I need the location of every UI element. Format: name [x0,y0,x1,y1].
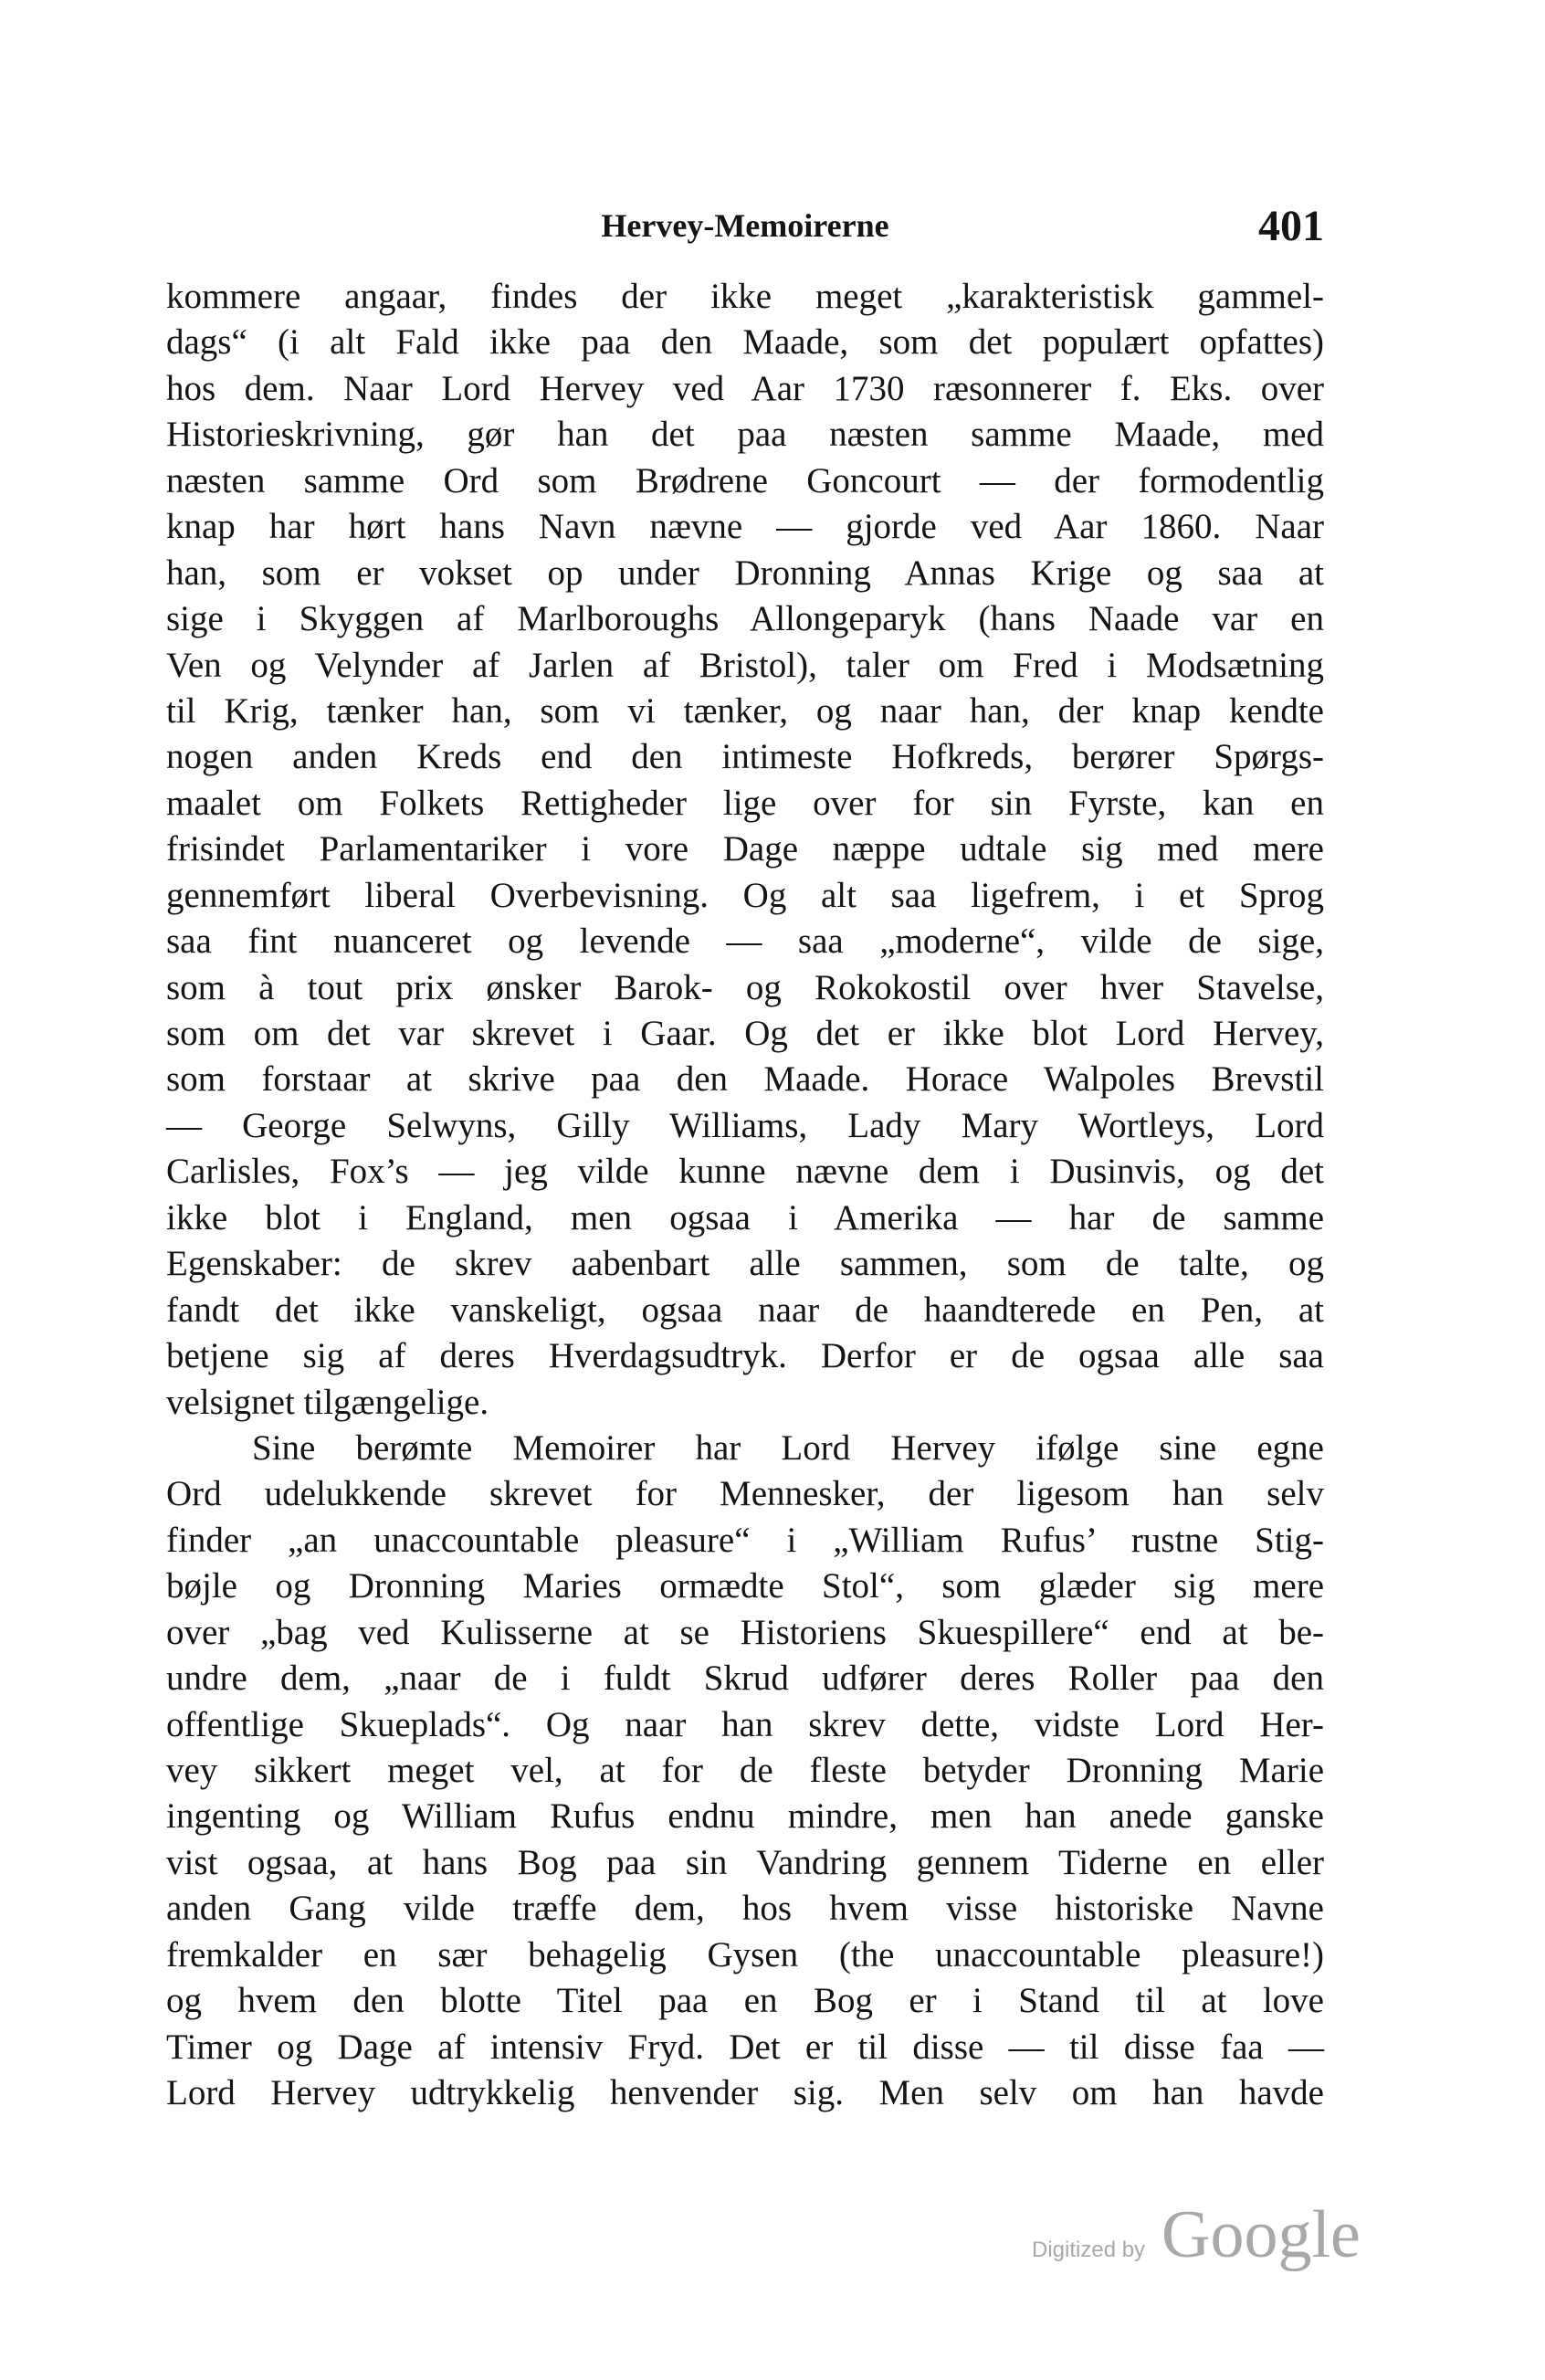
text-line: hos dem. Naar Lord Hervey ved Aar 1730 ræsonnerer f. Eks. over [166,368,1324,408]
text-line: saa fint nuanceret og levende — saa „moderne“, vilde de sige, [166,921,1324,962]
text-line: undre dem, „naar de i fuldt Skrud udfører deres Roller paa den [166,1659,1324,1699]
text-line: Lord Hervey udtrykkelig henvender sig. Men selv om han havde [166,2073,1324,2113]
text-line: Timer og Dage af intensiv Fryd. Det er til disse — til disse faa — [166,2027,1324,2067]
text-line: og hvem den blotte Titel paa en Bog er i Stand til at love [166,1981,1324,2021]
text-line: til Krig, tænker han, som vi tænker, og naar han, der knap kendte [166,690,1324,731]
text-line: som om det var skrevet i Gaar. Og det er ikke blot Lord Hervey, [166,1014,1324,1053]
running-title: Hervey-Memoirerne [601,207,889,244]
text-line: Sine berømte Memoirer har Lord Hervey ifølge sine egne [252,1427,1324,1468]
text-line: ikke blot i England, men ogsaa i Amerika — har de samme [166,1197,1324,1237]
text-line: dags“ (i alt Fald ikke paa den Maade, som det populært opfattes) [166,322,1324,363]
text-line: som à tout prix ønsker Barok- og Rokokostil over hver Stavelse, [166,967,1324,1007]
text-line: anden Gang vilde træffe dem, hos hvem visse historiske Navne [166,1889,1324,1929]
text-line: velsignet tilgængelige. [166,1382,489,1422]
text-line: knap har hørt hans Navn nævne — gjorde ved Aar 1860. Naar [166,507,1324,547]
google-logo: Google [1161,2197,1361,2272]
text-line: maalet om Folkets Rettigheder lige over for sin Fyrste, kan en [166,783,1324,823]
text-line: kommere angaar, findes der ikke meget „karakteristisk gammel- [166,277,1324,316]
text-line: nogen anden Kreds end den intimeste Hofkreds, berører Spørgs- [166,737,1324,777]
text-line: fremkalder en sær behagelig Gysen (the unaccountable pleasure!) [166,1934,1324,1975]
text-line: frisindet Parlamentariker i vore Dage næppe udtale sig med mere [166,829,1324,869]
text-line: — George Selwyns, Gilly Williams, Lady Mary Wortleys, Lord [166,1105,1324,1145]
text-line: ingenting og William Rufus endnu mindre, men han anede ganske [166,1796,1324,1837]
text-line: Carlisles, Fox’s — jeg vilde kunne nævne dem i Dusinvis, og det [166,1152,1324,1192]
page-number: 401 [1258,202,1324,250]
text-line: fandt det ikke vanskeligt, ogsaa naar de haandterede en Pen, at [166,1290,1324,1330]
text-line: gennemført liberal Overbevisning. Og alt saa ligefrem, i et Sprog [166,875,1324,915]
text-line: næsten samme Ord som Brødrene Goncourt — der formodentlig [166,460,1324,500]
text-line: betjene sig af deres Hverdagsudtryk. Derfor er de ogsaa alle saa [166,1336,1324,1376]
text-line: Ven og Velynder af Jarlen af Bristol), taler om Fred i Modsætning [166,645,1324,685]
text-line: offentlige Skueplads“. Og naar han skrev dette, vidste Lord Her- [166,1704,1324,1744]
text-line: Ord udelukkende skrevet for Mennesker, der ligesom han selv [166,1474,1324,1514]
digitized-label: Digitized by [1032,2238,1146,2262]
text-line: han, som er vokset op under Dronning Annas Krige og saa at [166,553,1324,593]
text-line: sige i Skyggen af Marlboroughs Allongeparyk (hans Naade var en [166,599,1324,639]
digitized-by-google-mark [1032,2197,1361,2274]
text-line: bøjle og Dronning Maries ormædte Stol“, som glæder sig mere [166,1566,1324,1606]
page-header [166,201,1324,256]
body-text [166,274,1324,2117]
text-line: Egenskaber: de skrev aabenbart alle sammen, som de talte, og [166,1244,1324,1284]
text-line: vist ogsaa, at hans Bog paa sin Vandring gennem Tiderne en eller [166,1842,1324,1882]
text-line: som forstaar at skrive paa den Maade. Horace Walpoles Brevstil [166,1059,1324,1100]
text-line: vey sikkert meget vel, at for de fleste betyder Dronning Marie [166,1751,1324,1790]
text-line: finder „an unaccountable pleasure“ i „William Rufus’ rustne Stig- [166,1520,1324,1560]
text-line: over „bag ved Kulisserne at se Historiens Skuespillere“ end at be- [166,1612,1324,1652]
text-line: Historieskrivning, gør han det paa næsten samme Maade, med [166,415,1324,455]
